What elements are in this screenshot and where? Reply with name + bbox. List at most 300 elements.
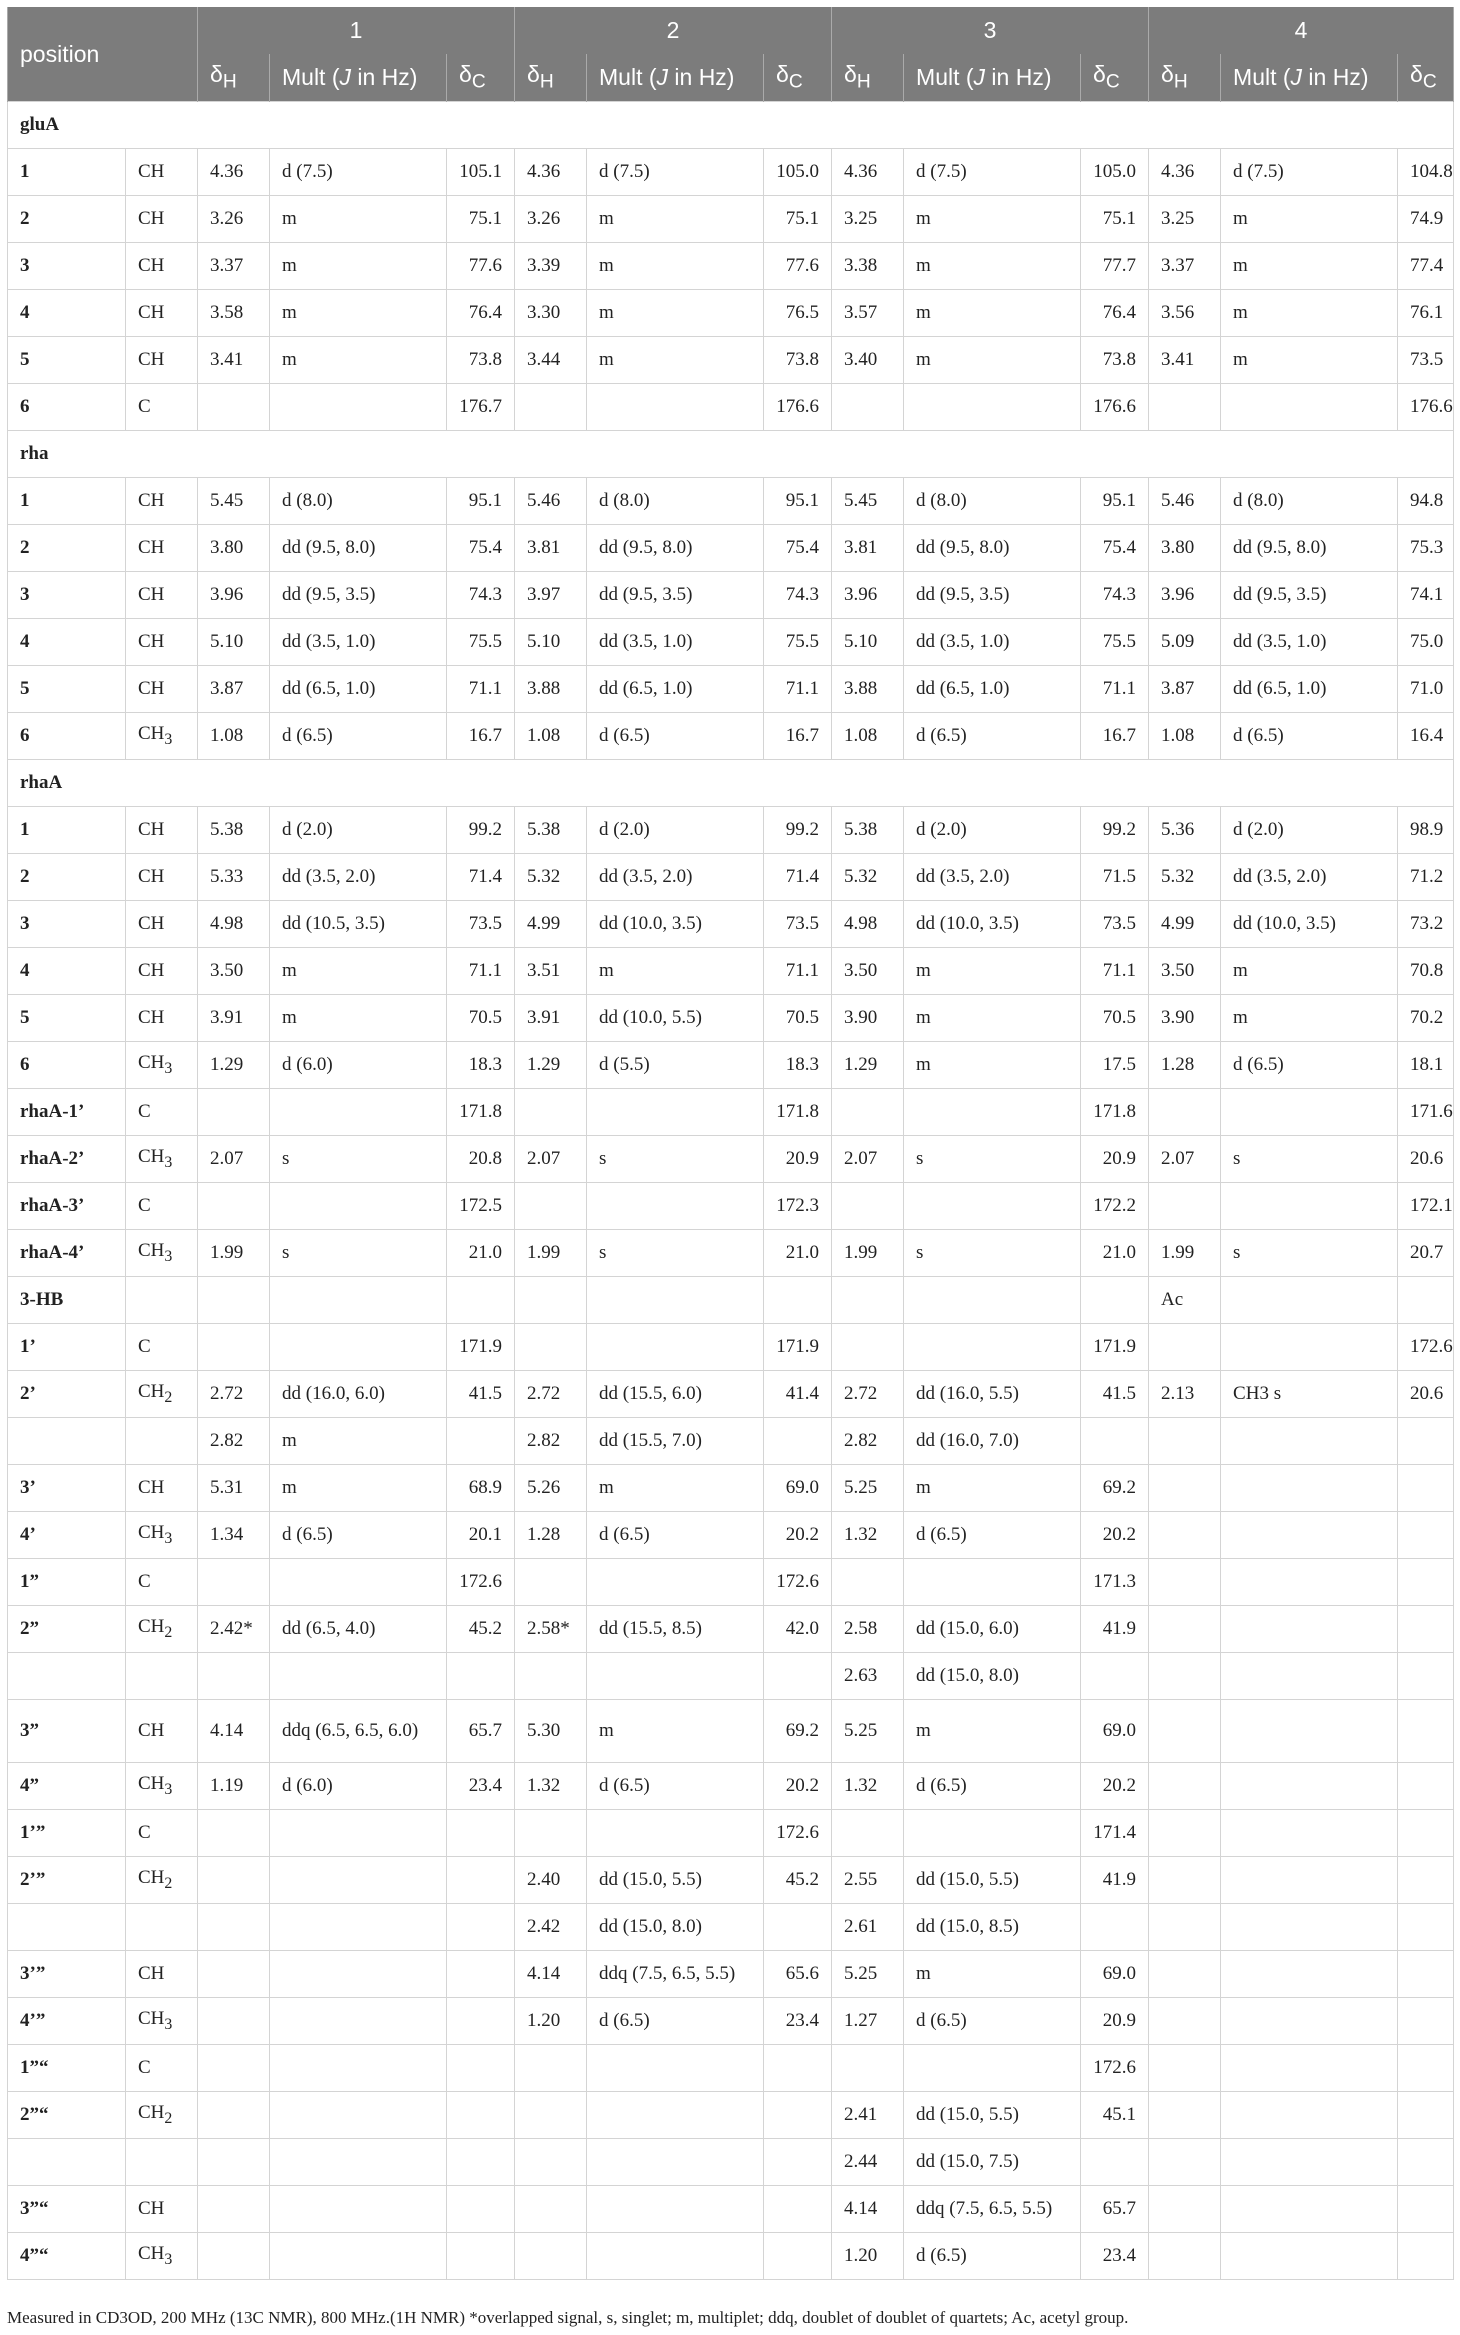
delta-h-cell: 3.50 — [1149, 948, 1221, 995]
position-cell: rhaA-3’ — [8, 1183, 126, 1230]
delta-c-cell — [447, 1904, 515, 1951]
multiplicity-cell: dd (9.5, 3.5) — [904, 572, 1081, 619]
delta-c-cell: 75.4 — [1081, 525, 1149, 572]
position-cell: 3’ — [8, 1465, 126, 1512]
position-cell: 6 — [8, 1042, 126, 1089]
delta-c-cell: 16.7 — [447, 713, 515, 760]
carbon-type-cell: $CH_3$ — [126, 2233, 198, 2280]
delta-h-cell — [832, 1277, 904, 1324]
delta-c-cell: 71.4 — [764, 854, 832, 901]
multiplicity-cell — [270, 2139, 447, 2186]
delta-h-cell: 3.38 — [832, 243, 904, 290]
delta-h-cell — [832, 1810, 904, 1857]
carbon-type-cell: $CH_3$ — [126, 1136, 198, 1183]
delta-h-cell: 3.39 — [515, 243, 587, 290]
multiplicity-header: Mult (J in Hz) — [904, 54, 1081, 102]
delta-c-cell: 18.3 — [447, 1042, 515, 1089]
section-label: rha — [8, 431, 1454, 478]
multiplicity-cell: dd (3.5, 1.0) — [587, 619, 764, 666]
delta-h-cell: 1.34 — [198, 1512, 270, 1559]
delta-h-cell: 2.58 — [832, 1606, 904, 1653]
delta-h-cell: 1.29 — [198, 1042, 270, 1089]
delta-h-cell — [515, 2092, 587, 2139]
delta-c-header: $\delta_C$ — [764, 54, 832, 102]
delta-h-cell — [198, 1857, 270, 1904]
delta-c-cell: 176.6 — [1398, 384, 1454, 431]
table-row — [8, 901, 1454, 948]
multiplicity-cell — [270, 1653, 447, 1700]
delta-h-cell — [515, 2139, 587, 2186]
table-row — [8, 149, 1454, 196]
table-row — [8, 1230, 1454, 1277]
multiplicity-cell — [1221, 1418, 1398, 1465]
multiplicity-cell: d (7.5) — [1221, 149, 1398, 196]
carbon-type-cell: CH — [126, 478, 198, 525]
multiplicity-cell: d (6.0) — [270, 1042, 447, 1089]
multiplicity-cell: m — [1221, 337, 1398, 384]
multiplicity-cell: d (6.5) — [904, 2233, 1081, 2280]
delta-c-cell: 21.0 — [447, 1230, 515, 1277]
delta-h-cell: 5.36 — [1149, 807, 1221, 854]
delta-c-cell — [447, 2186, 515, 2233]
carbon-type-cell: $CH_3$ — [126, 1763, 198, 1810]
delta-h-cell: 3.37 — [198, 243, 270, 290]
delta-c-cell: 65.7 — [447, 1700, 515, 1763]
delta-h-cell: 2.13 — [1149, 1371, 1221, 1418]
table-row — [8, 1371, 1454, 1418]
multiplicity-cell — [587, 1089, 764, 1136]
carbon-type-cell: CH — [126, 1465, 198, 1512]
multiplicity-cell: m — [587, 196, 764, 243]
delta-c-cell — [1081, 1653, 1149, 1700]
multiplicity-cell: m — [904, 995, 1081, 1042]
multiplicity-cell: m — [270, 948, 447, 995]
multiplicity-cell — [1221, 1089, 1398, 1136]
delta-h-cell — [1149, 384, 1221, 431]
delta-c-cell: 77.6 — [447, 243, 515, 290]
table-row — [8, 995, 1454, 1042]
multiplicity-cell — [587, 1559, 764, 1606]
multiplicity-cell: m — [1221, 995, 1398, 1042]
delta-c-cell: 172.1 — [1398, 1183, 1454, 1230]
delta-c-cell: 70.5 — [447, 995, 515, 1042]
delta-c-cell — [1081, 1277, 1149, 1324]
multiplicity-cell — [270, 1904, 447, 1951]
multiplicity-cell: m — [1221, 196, 1398, 243]
delta-h-cell: 2.41 — [832, 2092, 904, 2139]
delta-c-cell: 71.1 — [1081, 666, 1149, 713]
delta-h-cell: 1.29 — [515, 1042, 587, 1089]
carbon-type-cell: $CH_3$ — [126, 1512, 198, 1559]
delta-h-cell: 2.55 — [832, 1857, 904, 1904]
delta-h-cell: 3.26 — [198, 196, 270, 243]
delta-h-cell — [1149, 1700, 1221, 1763]
multiplicity-cell: dd (9.5, 3.5) — [1221, 572, 1398, 619]
delta-h-cell: 2.82 — [832, 1418, 904, 1465]
delta-c-cell: 45.1 — [1081, 2092, 1149, 2139]
delta-c-cell: 69.0 — [1081, 1700, 1149, 1763]
delta-h-cell: 3.96 — [832, 572, 904, 619]
multiplicity-cell: m — [270, 337, 447, 384]
delta-c-cell — [764, 2186, 832, 2233]
carbon-type-cell: CH — [126, 2186, 198, 2233]
position-cell: 4” — [8, 1763, 126, 1810]
carbon-type-cell — [126, 2139, 198, 2186]
delta-c-cell: 73.5 — [764, 901, 832, 948]
delta-h-cell: 4.98 — [198, 901, 270, 948]
delta-h-cell: 2.58* — [515, 1606, 587, 1653]
position-cell: 5 — [8, 666, 126, 713]
multiplicity-cell: s — [270, 1136, 447, 1183]
carbon-type-cell: CH — [126, 995, 198, 1042]
carbon-type-cell: CH — [126, 290, 198, 337]
delta-h-header: $\delta_H$ — [198, 54, 270, 102]
multiplicity-cell — [1221, 1559, 1398, 1606]
multiplicity-cell — [270, 1183, 447, 1230]
delta-h-cell — [198, 2045, 270, 2092]
delta-h-cell — [1149, 2186, 1221, 2233]
delta-h-cell: 1.20 — [515, 1998, 587, 2045]
delta-c-cell: 104.8 — [1398, 149, 1454, 196]
compound-header: 1 — [198, 7, 515, 54]
multiplicity-cell: d (6.0) — [270, 1763, 447, 1810]
delta-c-cell: 75.4 — [764, 525, 832, 572]
multiplicity-cell — [904, 1559, 1081, 1606]
multiplicity-cell: d (6.5) — [270, 713, 447, 760]
table-row — [8, 1418, 1454, 1465]
multiplicity-cell: m — [904, 1465, 1081, 1512]
delta-c-cell: 70.5 — [764, 995, 832, 1042]
multiplicity-cell — [1221, 1904, 1398, 1951]
multiplicity-cell: m — [904, 1951, 1081, 1998]
position-cell: 1’” — [8, 1810, 126, 1857]
multiplicity-cell — [904, 1324, 1081, 1371]
position-cell: 3” — [8, 1700, 126, 1763]
delta-c-cell: 171.8 — [764, 1089, 832, 1136]
delta-c-cell — [764, 1418, 832, 1465]
delta-c-cell: 76.4 — [1081, 290, 1149, 337]
delta-h-cell — [1149, 2233, 1221, 2280]
delta-h-cell: 3.44 — [515, 337, 587, 384]
multiplicity-cell — [1221, 1277, 1398, 1324]
position-cell: 1’ — [8, 1324, 126, 1371]
delta-h-cell: 2.63 — [832, 1653, 904, 1700]
delta-h-cell — [198, 1559, 270, 1606]
position-cell — [8, 1904, 126, 1951]
multiplicity-cell: m — [587, 948, 764, 995]
multiplicity-cell: dd (15.5, 7.0) — [587, 1418, 764, 1465]
delta-h-cell: 3.25 — [1149, 196, 1221, 243]
delta-c-cell — [764, 1277, 832, 1324]
delta-h-cell — [1149, 1810, 1221, 1857]
delta-h-cell: 2.07 — [1149, 1136, 1221, 1183]
delta-c-cell: 18.1 — [1398, 1042, 1454, 1089]
carbon-type-cell — [126, 1277, 198, 1324]
position-cell: 3-HB — [8, 1277, 126, 1324]
table-row — [8, 948, 1454, 995]
position-cell: 1”“ — [8, 2045, 126, 2092]
multiplicity-cell: d (8.0) — [270, 478, 447, 525]
delta-h-cell — [198, 1810, 270, 1857]
multiplicity-cell — [270, 1277, 447, 1324]
position-cell: 3’” — [8, 1951, 126, 1998]
multiplicity-cell: m — [1221, 243, 1398, 290]
position-cell: 2 — [8, 196, 126, 243]
multiplicity-cell: m — [270, 243, 447, 290]
multiplicity-cell: dd (9.5, 8.0) — [270, 525, 447, 572]
carbon-type-cell — [126, 1418, 198, 1465]
position-cell — [8, 2139, 126, 2186]
multiplicity-cell: m — [904, 1042, 1081, 1089]
delta-c-cell: 41.5 — [447, 1371, 515, 1418]
multiplicity-cell: d (7.5) — [587, 149, 764, 196]
table-row — [8, 1183, 1454, 1230]
multiplicity-cell: dd (3.5, 2.0) — [587, 854, 764, 901]
multiplicity-cell: dd (9.5, 3.5) — [270, 572, 447, 619]
delta-c-cell: 75.1 — [447, 196, 515, 243]
multiplicity-cell: dd (6.5, 1.0) — [270, 666, 447, 713]
delta-h-cell: 1.20 — [832, 2233, 904, 2280]
delta-h-cell — [832, 1183, 904, 1230]
multiplicity-cell: dd (16.0, 6.0) — [270, 1371, 447, 1418]
delta-c-cell — [1398, 1810, 1454, 1857]
nmr-data-table — [7, 7, 1454, 2280]
delta-h-cell — [1149, 1465, 1221, 1512]
delta-h-header: $\delta_H$ — [515, 54, 587, 102]
carbon-type-cell: $CH_2$ — [126, 2092, 198, 2139]
table-row — [8, 1465, 1454, 1512]
delta-c-cell — [447, 1857, 515, 1904]
delta-c-cell: 20.2 — [764, 1763, 832, 1810]
carbon-type-cell: $CH_2$ — [126, 1606, 198, 1653]
delta-c-cell — [1398, 2139, 1454, 2186]
delta-c-cell: 77.4 — [1398, 243, 1454, 290]
delta-c-cell: 172.6 — [764, 1559, 832, 1606]
multiplicity-cell: m — [904, 290, 1081, 337]
carbon-type-cell: $CH_3$ — [126, 1230, 198, 1277]
delta-c-header: $\delta_C$ — [1081, 54, 1149, 102]
multiplicity-cell: ddq (6.5, 6.5, 6.0) — [270, 1700, 447, 1763]
delta-h-cell: 1.32 — [832, 1512, 904, 1559]
delta-c-cell: 16.7 — [1081, 713, 1149, 760]
delta-c-cell: 76.4 — [447, 290, 515, 337]
multiplicity-cell — [270, 384, 447, 431]
multiplicity-cell — [587, 2092, 764, 2139]
delta-h-cell: 3.58 — [198, 290, 270, 337]
delta-c-cell — [447, 2139, 515, 2186]
multiplicity-cell: s — [904, 1230, 1081, 1277]
delta-c-cell: 99.2 — [447, 807, 515, 854]
multiplicity-cell: dd (3.5, 1.0) — [1221, 619, 1398, 666]
delta-c-cell: 105.0 — [1081, 149, 1149, 196]
multiplicity-cell: dd (15.0, 6.0) — [904, 1606, 1081, 1653]
multiplicity-cell: d (7.5) — [270, 149, 447, 196]
delta-h-cell: 2.61 — [832, 1904, 904, 1951]
delta-h-cell: 3.90 — [1149, 995, 1221, 1042]
multiplicity-cell: CH3 s — [1221, 1371, 1398, 1418]
delta-c-cell: 75.1 — [1081, 196, 1149, 243]
delta-h-cell: 3.96 — [1149, 572, 1221, 619]
delta-c-cell — [1398, 1904, 1454, 1951]
multiplicity-cell: d (8.0) — [1221, 478, 1398, 525]
delta-c-cell — [1398, 1951, 1454, 1998]
delta-c-cell — [447, 1951, 515, 1998]
multiplicity-cell: s — [587, 1136, 764, 1183]
table-row — [8, 1763, 1454, 1810]
multiplicity-cell — [587, 1183, 764, 1230]
delta-c-cell: 69.2 — [764, 1700, 832, 1763]
multiplicity-cell — [1221, 1512, 1398, 1559]
delta-c-header: $\delta_C$ — [447, 54, 515, 102]
multiplicity-cell: d (2.0) — [270, 807, 447, 854]
delta-h-cell: 1.99 — [1149, 1230, 1221, 1277]
delta-c-cell: 171.9 — [1081, 1324, 1149, 1371]
delta-c-cell: 20.8 — [447, 1136, 515, 1183]
multiplicity-cell — [270, 1559, 447, 1606]
table-footnote: Measured in CD3OD, 200 MHz (13C NMR), 800 MHz.(1H NMR) *overlapped signal, s, singlet; m, multiplet; ddq, doublet of doublet of quartets; Ac, acetyl group. — [7, 2308, 1129, 2327]
multiplicity-cell — [1221, 1465, 1398, 1512]
delta-h-cell — [515, 1653, 587, 1700]
delta-c-cell: 176.6 — [1081, 384, 1149, 431]
multiplicity-cell: d (6.5) — [904, 713, 1081, 760]
position-header: position — [8, 7, 198, 102]
multiplicity-cell: dd (3.5, 2.0) — [1221, 854, 1398, 901]
delta-h-cell: 5.32 — [832, 854, 904, 901]
delta-c-cell: 23.4 — [447, 1763, 515, 1810]
delta-c-cell: 172.5 — [447, 1183, 515, 1230]
delta-c-cell — [1398, 2092, 1454, 2139]
delta-c-cell: 71.1 — [764, 666, 832, 713]
delta-c-cell: 71.1 — [447, 666, 515, 713]
delta-c-cell: 73.8 — [1081, 337, 1149, 384]
delta-c-cell — [1398, 2186, 1454, 2233]
position-cell: 5 — [8, 337, 126, 384]
delta-c-cell: 176.7 — [447, 384, 515, 431]
delta-c-cell — [764, 1904, 832, 1951]
delta-c-cell: 77.6 — [764, 243, 832, 290]
multiplicity-cell: m — [587, 1465, 764, 1512]
position-cell: 1 — [8, 478, 126, 525]
multiplicity-cell — [270, 2233, 447, 2280]
position-cell: 2 — [8, 854, 126, 901]
table-row — [8, 619, 1454, 666]
delta-c-cell: 68.9 — [447, 1465, 515, 1512]
multiplicity-cell: dd (10.0, 5.5) — [587, 995, 764, 1042]
multiplicity-cell — [270, 1810, 447, 1857]
delta-h-cell: 3.51 — [515, 948, 587, 995]
delta-h-cell: 3.87 — [1149, 666, 1221, 713]
delta-c-cell: 71.4 — [447, 854, 515, 901]
position-cell: 6 — [8, 384, 126, 431]
delta-h-cell: 2.07 — [832, 1136, 904, 1183]
table-row — [8, 243, 1454, 290]
delta-h-cell: 1.19 — [198, 1763, 270, 1810]
delta-h-cell — [515, 2186, 587, 2233]
carbon-type-cell: CH — [126, 337, 198, 384]
carbon-type-cell — [126, 1653, 198, 1700]
carbon-type-cell: C — [126, 1324, 198, 1371]
multiplicity-cell: dd (9.5, 8.0) — [587, 525, 764, 572]
delta-h-cell — [198, 1089, 270, 1136]
table-header — [8, 7, 1454, 102]
delta-h-cell — [515, 1324, 587, 1371]
table-row — [8, 1606, 1454, 1653]
position-cell: 1” — [8, 1559, 126, 1606]
multiplicity-cell: dd (3.5, 2.0) — [904, 854, 1081, 901]
delta-c-cell — [447, 1653, 515, 1700]
position-cell: 4”“ — [8, 2233, 126, 2280]
delta-h-cell — [198, 1277, 270, 1324]
table-row — [8, 1136, 1454, 1183]
delta-h-cell: 3.30 — [515, 290, 587, 337]
multiplicity-cell: d (8.0) — [904, 478, 1081, 525]
table-row — [8, 572, 1454, 619]
multiplicity-cell: m — [587, 337, 764, 384]
delta-h-cell — [1149, 2092, 1221, 2139]
table-row — [8, 2045, 1454, 2092]
table-row — [8, 1904, 1454, 1951]
delta-h-cell — [832, 384, 904, 431]
delta-c-cell: 20.2 — [1081, 1763, 1149, 1810]
delta-h-cell — [198, 384, 270, 431]
delta-c-cell — [764, 2233, 832, 2280]
multiplicity-cell: dd (9.5, 8.0) — [1221, 525, 1398, 572]
carbon-type-cell: C — [126, 2045, 198, 2092]
delta-h-cell — [1149, 1606, 1221, 1653]
delta-c-cell: 74.3 — [447, 572, 515, 619]
delta-c-cell — [447, 1277, 515, 1324]
delta-c-cell: 76.5 — [764, 290, 832, 337]
multiplicity-cell — [1221, 1700, 1398, 1763]
section-label: rhaA — [8, 760, 1454, 807]
delta-h-cell: 3.88 — [832, 666, 904, 713]
multiplicity-cell: dd (15.0, 8.0) — [904, 1653, 1081, 1700]
delta-c-cell: 176.6 — [764, 384, 832, 431]
delta-h-cell: 1.99 — [515, 1230, 587, 1277]
multiplicity-cell: d (2.0) — [904, 807, 1081, 854]
delta-c-cell: 172.3 — [764, 1183, 832, 1230]
position-cell: 2” — [8, 1606, 126, 1653]
delta-h-cell: 1.08 — [515, 713, 587, 760]
delta-c-cell: 75.0 — [1398, 619, 1454, 666]
multiplicity-cell — [1221, 2233, 1398, 2280]
carbon-type-cell: CH — [126, 619, 198, 666]
delta-c-header: $\delta_C$ — [1398, 54, 1454, 102]
multiplicity-cell: d (6.5) — [587, 713, 764, 760]
delta-c-cell: 17.5 — [1081, 1042, 1149, 1089]
delta-h-cell — [1149, 1951, 1221, 1998]
multiplicity-cell — [270, 2092, 447, 2139]
multiplicity-cell: dd (3.5, 1.0) — [904, 619, 1081, 666]
multiplicity-cell — [1221, 1324, 1398, 1371]
multiplicity-cell: dd (15.0, 5.5) — [904, 1857, 1081, 1904]
multiplicity-cell: d (6.5) — [904, 1998, 1081, 2045]
delta-h-cell: 5.32 — [515, 854, 587, 901]
delta-h-cell: 2.82 — [515, 1418, 587, 1465]
multiplicity-cell: dd (6.5, 1.0) — [1221, 666, 1398, 713]
delta-h-cell: 3.87 — [198, 666, 270, 713]
carbon-type-cell: C — [126, 1559, 198, 1606]
delta-h-cell — [1149, 1418, 1221, 1465]
delta-c-cell: 71.0 — [1398, 666, 1454, 713]
delta-h-cell: 5.45 — [832, 478, 904, 525]
multiplicity-cell — [1221, 2139, 1398, 2186]
multiplicity-cell: dd (15.0, 5.5) — [587, 1857, 764, 1904]
position-cell: 5 — [8, 995, 126, 1042]
table-row — [8, 525, 1454, 572]
carbon-type-cell: CH — [126, 149, 198, 196]
carbon-type-cell: $CH_2$ — [126, 1857, 198, 1904]
